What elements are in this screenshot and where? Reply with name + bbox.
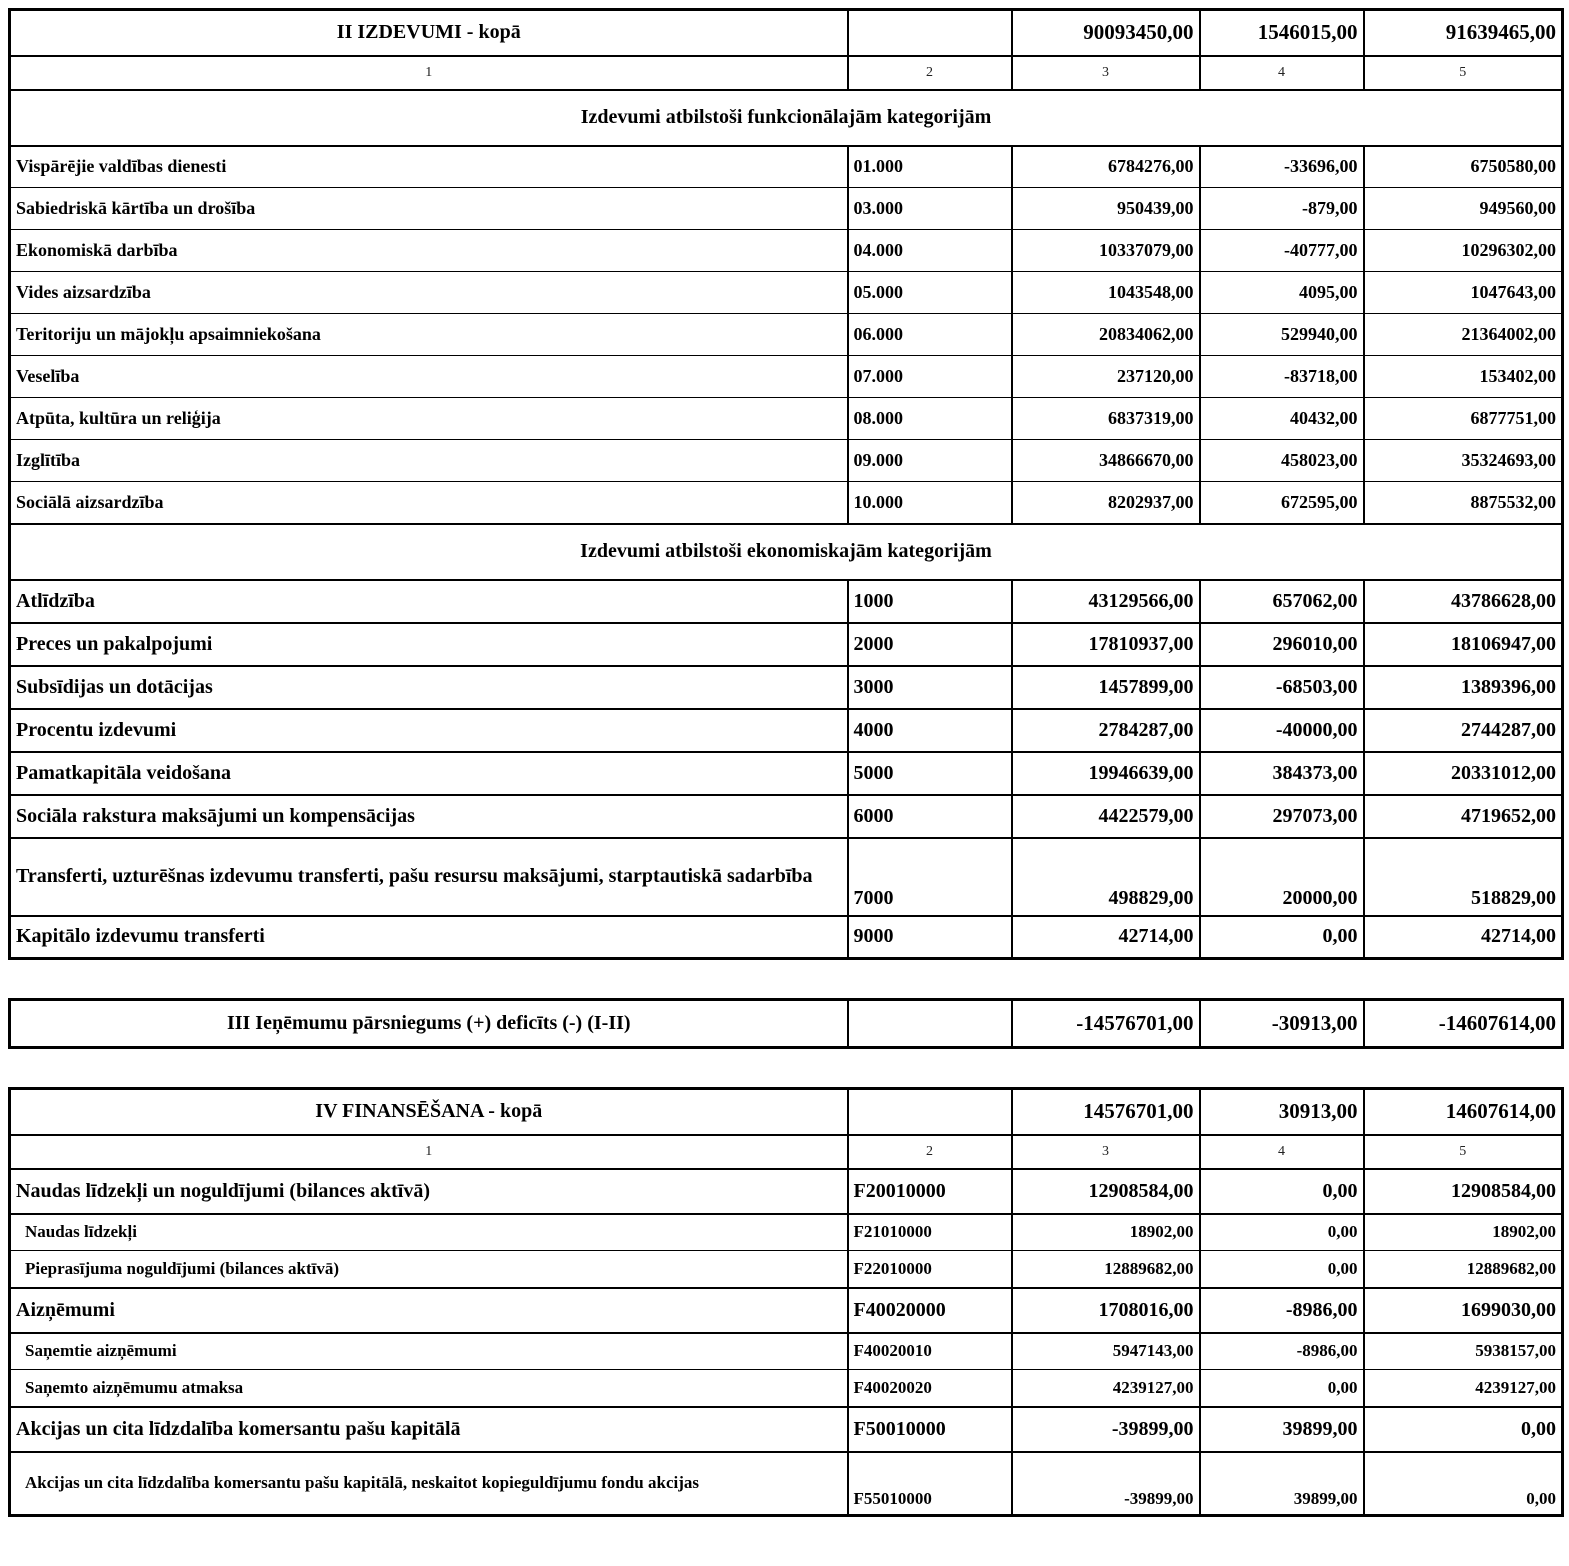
row-label: Veselība (10, 356, 848, 398)
row-value-5: 518829,00 (1364, 838, 1563, 916)
row-value-3: 17810937,00 (1012, 623, 1200, 666)
row-label: Vides aizsardzība (10, 272, 848, 314)
economic-section-header-row (10, 524, 1563, 580)
financing-total-value-5: 14607614,00 (1364, 1089, 1563, 1135)
table-row (10, 230, 1563, 272)
balance-value-5: -14607614,00 (1364, 1000, 1563, 1048)
table-row (10, 356, 1563, 398)
row-code: 6000 (848, 795, 1012, 838)
row-value-3: 18902,00 (1012, 1214, 1200, 1251)
financing-total-value-3: 14576701,00 (1012, 1089, 1200, 1135)
table-row (10, 1288, 1563, 1333)
empty-cell (848, 10, 1012, 56)
financing-total-label: IV FINANSĒŠANA - kopā (10, 1089, 848, 1135)
balance-value-4: -30913,00 (1200, 1000, 1364, 1048)
table-row (10, 838, 1563, 916)
row-value-3: 43129566,00 (1012, 580, 1200, 623)
financing-table (8, 1087, 1564, 1517)
row-value-5: 43786628,00 (1364, 580, 1563, 623)
row-code: 7000 (848, 838, 1012, 916)
row-label: Pamatkapitāla veidošana (10, 752, 848, 795)
row-code: 4000 (848, 709, 1012, 752)
table-row (10, 440, 1563, 482)
row-value-4: 40432,00 (1200, 398, 1364, 440)
spacer (8, 1049, 1561, 1087)
row-code: 04.000 (848, 230, 1012, 272)
row-value-3: 10337079,00 (1012, 230, 1200, 272)
balance-row (10, 1000, 1563, 1048)
row-value-3: -39899,00 (1012, 1407, 1200, 1452)
row-value-3: 4239127,00 (1012, 1370, 1200, 1407)
row-value-4: -83718,00 (1200, 356, 1364, 398)
row-value-5: 42714,00 (1364, 916, 1563, 959)
row-value-4: -68503,00 (1200, 666, 1364, 709)
column-number: 3 (1012, 1135, 1200, 1169)
row-code: 10.000 (848, 482, 1012, 524)
row-value-3: 498829,00 (1012, 838, 1200, 916)
row-code: 06.000 (848, 314, 1012, 356)
row-value-4: -33696,00 (1200, 146, 1364, 188)
table-row (10, 1214, 1563, 1251)
row-value-4: 672595,00 (1200, 482, 1364, 524)
column-number: 3 (1012, 56, 1200, 90)
row-label: Transferti, uzturēšnas izdevumu transferti, pašu resursu maksājumi, starptautiskā sadarbība (10, 838, 848, 916)
row-value-4: 0,00 (1200, 1251, 1364, 1288)
table-row (10, 1169, 1563, 1214)
row-value-3: 4422579,00 (1012, 795, 1200, 838)
row-value-5: 1047643,00 (1364, 272, 1563, 314)
row-code: F21010000 (848, 1214, 1012, 1251)
row-label: Preces un pakalpojumi (10, 623, 848, 666)
row-value-5: 6877751,00 (1364, 398, 1563, 440)
expenses-table (8, 8, 1564, 960)
table-row (10, 1370, 1563, 1407)
row-value-5: 18902,00 (1364, 1214, 1563, 1251)
row-value-5: 12908584,00 (1364, 1169, 1563, 1214)
row-value-4: 297073,00 (1200, 795, 1364, 838)
row-value-5: 20331012,00 (1364, 752, 1563, 795)
row-value-5: 6750580,00 (1364, 146, 1563, 188)
row-label: Teritoriju un mājokļu apsaimniekošana (10, 314, 848, 356)
row-label: Ekonomiskā darbība (10, 230, 848, 272)
row-value-3: 20834062,00 (1012, 314, 1200, 356)
row-label: Saņemtie aizņēmumi (10, 1333, 848, 1370)
row-value-4: 20000,00 (1200, 838, 1364, 916)
row-value-5: 21364002,00 (1364, 314, 1563, 356)
row-value-3: 34866670,00 (1012, 440, 1200, 482)
row-value-5: 1389396,00 (1364, 666, 1563, 709)
row-value-5: 0,00 (1364, 1407, 1563, 1452)
column-number: 2 (848, 1135, 1012, 1169)
table-row (10, 314, 1563, 356)
row-value-3: 8202937,00 (1012, 482, 1200, 524)
expenses-total-row (10, 10, 1563, 56)
expenses-total-value-5: 91639465,00 (1364, 10, 1563, 56)
column-number: 5 (1364, 1135, 1563, 1169)
row-value-4: 296010,00 (1200, 623, 1364, 666)
row-value-3: 12889682,00 (1012, 1251, 1200, 1288)
row-value-3: 19946639,00 (1012, 752, 1200, 795)
column-number: 4 (1200, 56, 1364, 90)
row-value-4: 657062,00 (1200, 580, 1364, 623)
row-code: F50010000 (848, 1407, 1012, 1452)
row-code: 09.000 (848, 440, 1012, 482)
row-code: F22010000 (848, 1251, 1012, 1288)
row-value-5: 4719652,00 (1364, 795, 1563, 838)
row-value-3: 2784287,00 (1012, 709, 1200, 752)
row-value-5: 2744287,00 (1364, 709, 1563, 752)
row-label: Sabiedriskā kārtība un drošība (10, 188, 848, 230)
row-code: 05.000 (848, 272, 1012, 314)
column-number-header-row (10, 56, 1563, 90)
table-row (10, 623, 1563, 666)
row-value-3: -39899,00 (1012, 1452, 1200, 1516)
row-label: Aizņēmumi (10, 1288, 848, 1333)
row-label: Akcijas un cita līdzdalība komersantu pašu kapitālā, neskaitot kopieguldījumu fondu akcijas (10, 1452, 848, 1516)
row-value-3: 6784276,00 (1012, 146, 1200, 188)
table-row (10, 1452, 1563, 1516)
row-value-4: 0,00 (1200, 1169, 1364, 1214)
row-value-5: 0,00 (1364, 1452, 1563, 1516)
row-value-5: 10296302,00 (1364, 230, 1563, 272)
row-label: Subsīdijas un dotācijas (10, 666, 848, 709)
spacer (8, 960, 1561, 998)
row-value-5: 949560,00 (1364, 188, 1563, 230)
balance-label: III Ieņēmumu pārsniegums (+) deficīts (-) (I-II) (10, 1000, 848, 1048)
row-label: Sociālā aizsardzība (10, 482, 848, 524)
row-value-5: 35324693,00 (1364, 440, 1563, 482)
column-number: 1 (10, 1135, 848, 1169)
row-value-5: 8875532,00 (1364, 482, 1563, 524)
row-label: Naudas līdzekļi un noguldījumi (bilances aktīvā) (10, 1169, 848, 1214)
row-value-5: 1699030,00 (1364, 1288, 1563, 1333)
row-value-4: 0,00 (1200, 1370, 1364, 1407)
row-value-3: 1457899,00 (1012, 666, 1200, 709)
row-code: F40020000 (848, 1288, 1012, 1333)
column-number: 1 (10, 56, 848, 90)
row-label: Pieprasījuma noguldījumi (bilances aktīvā) (10, 1251, 848, 1288)
row-label: Atlīdzība (10, 580, 848, 623)
row-code: F40020020 (848, 1370, 1012, 1407)
table-row (10, 709, 1563, 752)
row-code: 9000 (848, 916, 1012, 959)
row-value-4: 529940,00 (1200, 314, 1364, 356)
row-value-4: 4095,00 (1200, 272, 1364, 314)
row-code: 01.000 (848, 146, 1012, 188)
economic-section-title: Izdevumi atbilstoši ekonomiskajām kategorijām (10, 524, 1563, 580)
row-code: F40020010 (848, 1333, 1012, 1370)
table-row (10, 916, 1563, 959)
row-value-3: 950439,00 (1012, 188, 1200, 230)
row-value-3: 237120,00 (1012, 356, 1200, 398)
row-value-3: 12908584,00 (1012, 1169, 1200, 1214)
balance-value-3: -14576701,00 (1012, 1000, 1200, 1048)
row-value-5: 153402,00 (1364, 356, 1563, 398)
row-code: 5000 (848, 752, 1012, 795)
row-label: Naudas līdzekļi (10, 1214, 848, 1251)
table-row (10, 666, 1563, 709)
row-value-3: 5947143,00 (1012, 1333, 1200, 1370)
functional-section-header-row (10, 90, 1563, 146)
row-value-4: -8986,00 (1200, 1288, 1364, 1333)
row-value-5: 18106947,00 (1364, 623, 1563, 666)
financing-total-value-4: 30913,00 (1200, 1089, 1364, 1135)
table-row (10, 580, 1563, 623)
column-number: 5 (1364, 56, 1563, 90)
row-value-5: 5938157,00 (1364, 1333, 1563, 1370)
expenses-total-label: II IZDEVUMI - kopā (10, 10, 848, 56)
row-label: Akcijas un cita līdzdalība komersantu pašu kapitālā (10, 1407, 848, 1452)
balance-table (8, 998, 1564, 1049)
row-label: Kapitālo izdevumu transferti (10, 916, 848, 959)
empty-cell (848, 1000, 1012, 1048)
table-row (10, 1407, 1563, 1452)
row-code: F55010000 (848, 1452, 1012, 1516)
row-label: Atpūta, kultūra un reliģija (10, 398, 848, 440)
row-value-3: 42714,00 (1012, 916, 1200, 959)
row-value-4: 0,00 (1200, 916, 1364, 959)
row-code: F20010000 (848, 1169, 1012, 1214)
row-label: Sociāla rakstura maksājumi un kompensācijas (10, 795, 848, 838)
row-value-4: -879,00 (1200, 188, 1364, 230)
row-value-4: -40777,00 (1200, 230, 1364, 272)
row-value-4: 0,00 (1200, 1214, 1364, 1251)
row-value-5: 12889682,00 (1364, 1251, 1563, 1288)
table-row (10, 146, 1563, 188)
table-row (10, 752, 1563, 795)
table-row (10, 1333, 1563, 1370)
table-row (10, 482, 1563, 524)
row-code: 08.000 (848, 398, 1012, 440)
row-code: 3000 (848, 666, 1012, 709)
row-value-3: 6837319,00 (1012, 398, 1200, 440)
table-row (10, 1251, 1563, 1288)
row-label: Vispārējie valdības dienesti (10, 146, 848, 188)
row-value-3: 1708016,00 (1012, 1288, 1200, 1333)
expenses-total-value-3: 90093450,00 (1012, 10, 1200, 56)
row-value-4: -40000,00 (1200, 709, 1364, 752)
column-number: 2 (848, 56, 1012, 90)
row-value-4: 39899,00 (1200, 1407, 1364, 1452)
table-row (10, 398, 1563, 440)
row-code: 03.000 (848, 188, 1012, 230)
expenses-total-value-4: 1546015,00 (1200, 10, 1364, 56)
row-value-4: -8986,00 (1200, 1333, 1364, 1370)
table-row (10, 272, 1563, 314)
empty-cell (848, 1089, 1012, 1135)
row-value-4: 39899,00 (1200, 1452, 1364, 1516)
functional-section-title: Izdevumi atbilstoši funkcionālajām kategorijām (10, 90, 1563, 146)
row-label: Procentu izdevumi (10, 709, 848, 752)
column-number: 4 (1200, 1135, 1364, 1169)
column-number-header-row (10, 1135, 1563, 1169)
row-label: Saņemto aizņēmumu atmaksa (10, 1370, 848, 1407)
row-value-3: 1043548,00 (1012, 272, 1200, 314)
row-label: Izglītība (10, 440, 848, 482)
row-code: 2000 (848, 623, 1012, 666)
row-value-5: 4239127,00 (1364, 1370, 1563, 1407)
row-code: 07.000 (848, 356, 1012, 398)
table-row (10, 188, 1563, 230)
financing-total-row (10, 1089, 1563, 1135)
row-value-4: 458023,00 (1200, 440, 1364, 482)
table-row (10, 795, 1563, 838)
row-value-4: 384373,00 (1200, 752, 1364, 795)
row-code: 1000 (848, 580, 1012, 623)
